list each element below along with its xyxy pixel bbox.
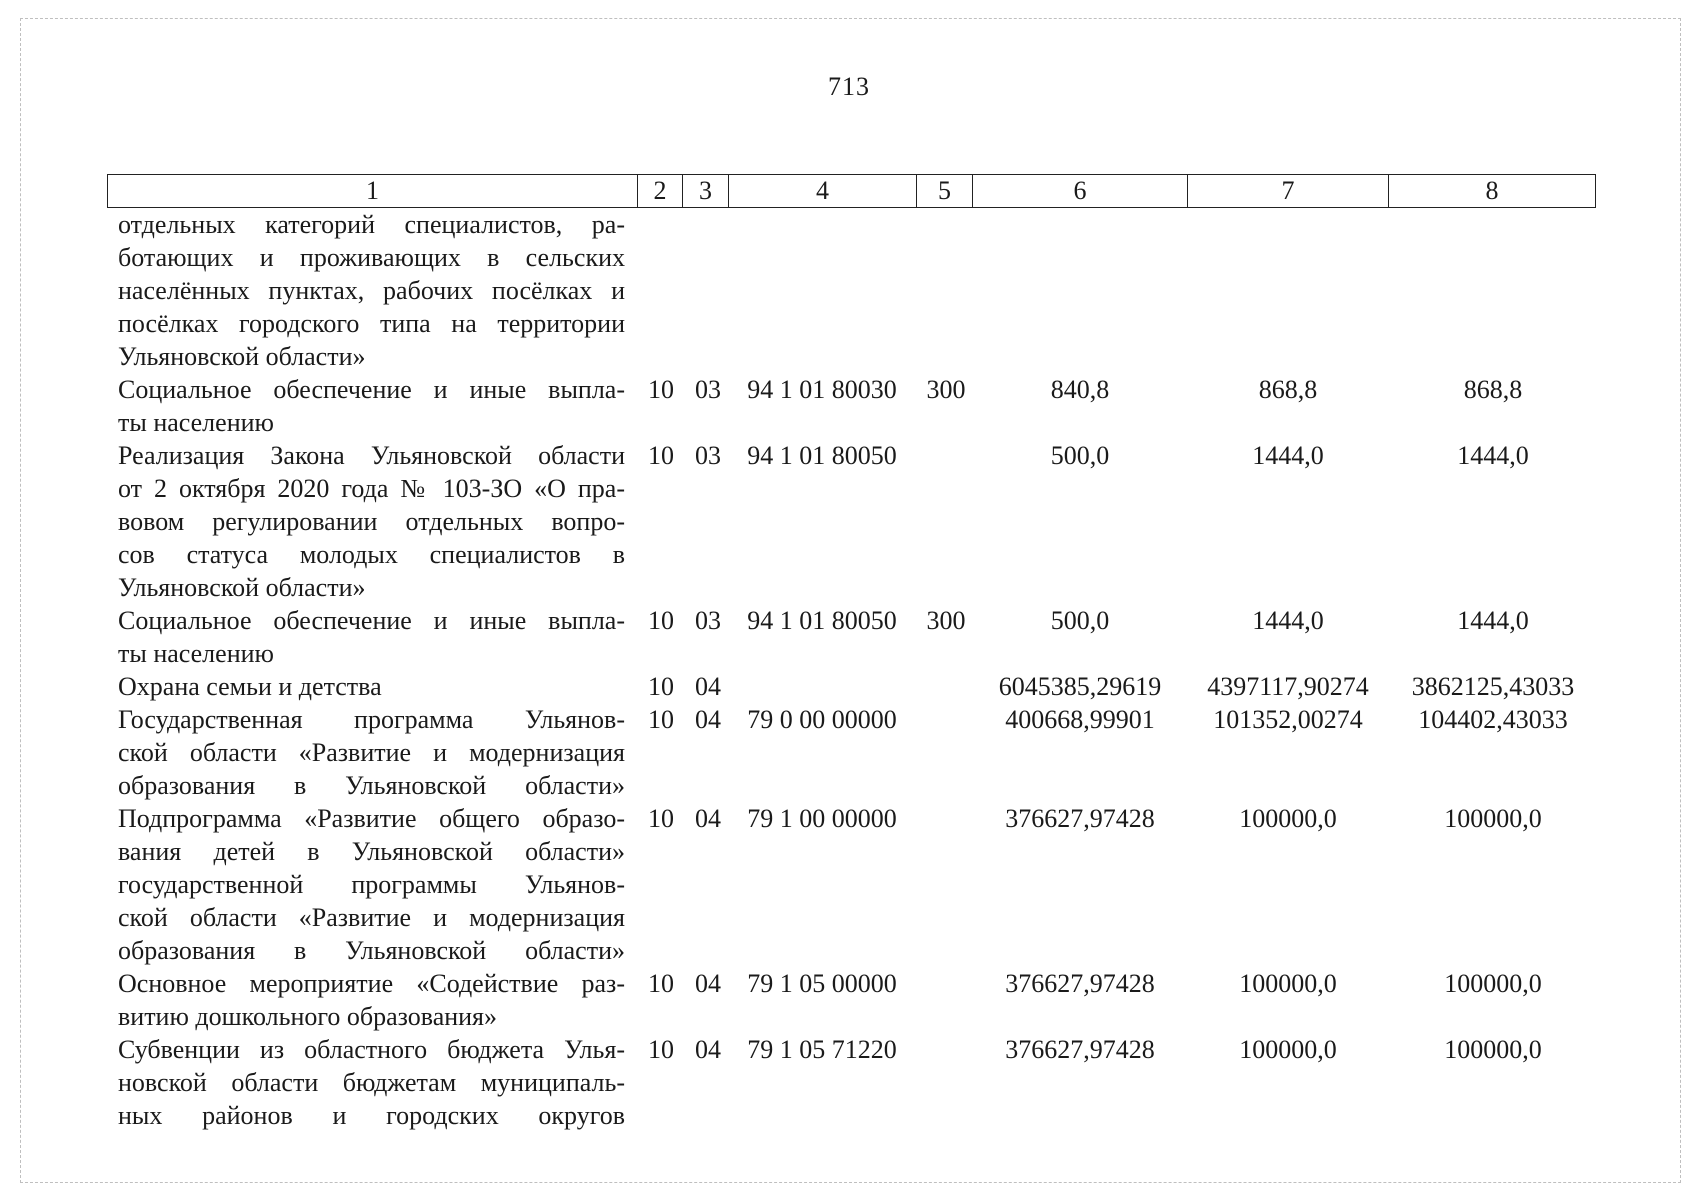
table-row (0, 604, 1698, 670)
description-line: новской области бюджетам муниципаль- (118, 1068, 625, 1097)
description-line: витию дошкольного образования» (118, 1002, 498, 1031)
subsection-code: 04 (695, 804, 721, 833)
section-code: 10 (648, 804, 674, 833)
subsection-code: 03 (695, 375, 721, 404)
amount-col-7: 1444,0 (1252, 441, 1324, 470)
description-line: Субвенции из областного бюджета Улья- (118, 1035, 625, 1064)
description-line: Основное мероприятие «Содействие раз- (118, 969, 625, 998)
description-line: ных районов и городских округов (118, 1101, 625, 1130)
amount-col-8: 100000,0 (1444, 1035, 1542, 1064)
expense-type-code: 300 (926, 375, 966, 404)
header-cell-6: 6 (973, 175, 1188, 208)
description-line: ской области «Развитие и модернизация (118, 903, 625, 932)
description-line: ты населению (118, 639, 274, 668)
amount-col-7: 101352,00274 (1213, 705, 1363, 734)
section-code: 10 (648, 441, 674, 470)
row-description (118, 373, 625, 439)
target-article-code: 79 1 05 71220 (747, 1035, 897, 1064)
target-article-code: 94 1 01 80050 (747, 441, 897, 470)
row-description (118, 967, 625, 1033)
amount-col-6: 840,8 (1050, 375, 1110, 404)
table-row (0, 1033, 1698, 1132)
subsection-code: 04 (695, 705, 721, 734)
description-line: образования в Ульяновской области» (118, 936, 625, 965)
description-line: Охрана семьи и детства (118, 672, 382, 701)
amount-col-7: 4397117,90274 (1207, 672, 1369, 701)
section-code: 10 (648, 1035, 674, 1064)
header-cell-1: 1 (108, 175, 638, 208)
row-description (118, 439, 625, 604)
description-line: Ульяновской области» (118, 342, 366, 371)
description-line: образования в Ульяновской области» (118, 771, 625, 800)
column-number-header (107, 174, 1596, 208)
target-article-code: 94 1 01 80050 (747, 606, 897, 635)
target-article-code: 94 1 01 80030 (747, 375, 897, 404)
amount-col-6: 376627,97428 (1005, 969, 1155, 998)
description-line: от 2 октября 2020 года № 103-ЗО «О пра- (118, 474, 625, 503)
subsection-code: 03 (695, 606, 721, 635)
amount-col-7: 100000,0 (1239, 969, 1337, 998)
amount-col-7: 1444,0 (1252, 606, 1324, 635)
row-description (118, 802, 625, 967)
table-row (0, 802, 1698, 967)
amount-col-8: 3862125,43033 (1411, 672, 1575, 701)
amount-col-8: 104402,43033 (1418, 705, 1568, 734)
amount-col-6: 500,0 (1050, 441, 1110, 470)
description-line: Социальное обеспечение и иные выпла- (118, 375, 625, 404)
description-line: Реализация Закона Ульяновской области (118, 441, 625, 470)
section-code: 10 (648, 606, 674, 635)
description-line: ской области «Развитие и модернизация (118, 738, 625, 767)
section-code: 10 (648, 969, 674, 998)
header-cell-7: 7 (1188, 175, 1389, 208)
section-code: 10 (648, 672, 674, 701)
subsection-code: 04 (695, 672, 721, 701)
target-article-code: 79 1 00 00000 (747, 804, 897, 833)
target-article-code: 79 0 00 00000 (747, 705, 897, 734)
description-line: посёлках городского типа на территории (118, 309, 625, 338)
description-line: государственной программы Ульянов- (118, 870, 625, 899)
row-description (118, 1033, 625, 1132)
section-code: 10 (648, 375, 674, 404)
amount-col-6: 376627,97428 (1005, 804, 1155, 833)
subsection-code: 03 (695, 441, 721, 470)
row-description (118, 670, 625, 703)
description-line: Подпрограмма «Развитие общего образо- (118, 804, 625, 833)
amount-col-8: 868,8 (1463, 375, 1523, 404)
section-code: 10 (648, 705, 674, 734)
description-line: вания детей в Ульяновской области» (118, 837, 625, 866)
amount-col-6: 6045385,29619 (998, 672, 1162, 701)
description-line: Социальное обеспечение и иные выпла- (118, 606, 625, 635)
page-number: 713 (828, 72, 870, 101)
header-cell-2: 2 (638, 175, 683, 208)
description-line: Ульяновской области» (118, 573, 366, 602)
table-row (0, 439, 1698, 604)
amount-col-7: 868,8 (1258, 375, 1318, 404)
table-row (0, 373, 1698, 439)
amount-col-8: 1444,0 (1457, 606, 1529, 635)
amount-col-7: 100000,0 (1239, 804, 1337, 833)
amount-col-6: 400668,99901 (1005, 705, 1155, 734)
description-line: ты населению (118, 408, 274, 437)
row-description (118, 604, 625, 670)
amount-col-6: 376627,97428 (1005, 1035, 1155, 1064)
amount-col-6: 500,0 (1050, 606, 1110, 635)
budget-table-body (0, 208, 1698, 1132)
description-line: населённых пунктах, рабочих посёлках и (118, 276, 625, 305)
description-line: сов статуса молодых специалистов в (118, 540, 625, 569)
description-line: Государственная программа Ульянов- (118, 705, 625, 734)
header-cell-4: 4 (729, 175, 917, 208)
table-row (0, 670, 1698, 703)
row-description (118, 208, 625, 373)
header-cell-3: 3 (683, 175, 729, 208)
amount-col-7: 100000,0 (1239, 1035, 1337, 1064)
target-article-code: 79 1 05 00000 (747, 969, 897, 998)
expense-type-code: 300 (926, 606, 966, 635)
amount-col-8: 100000,0 (1444, 804, 1542, 833)
description-line: ботающих и проживающих в сельских (118, 243, 625, 272)
header-cell-8: 8 (1389, 175, 1596, 208)
amount-col-8: 1444,0 (1457, 441, 1529, 470)
table-row (0, 208, 1698, 373)
description-line: вовом регулировании отдельных вопро- (118, 507, 625, 536)
subsection-code: 04 (695, 1035, 721, 1064)
amount-col-8: 100000,0 (1444, 969, 1542, 998)
header-cell-5: 5 (917, 175, 973, 208)
table-row (0, 967, 1698, 1033)
row-description (118, 703, 625, 802)
table-row (0, 703, 1698, 802)
description-line: отдельных категорий специалистов, ра- (118, 210, 625, 239)
subsection-code: 04 (695, 969, 721, 998)
